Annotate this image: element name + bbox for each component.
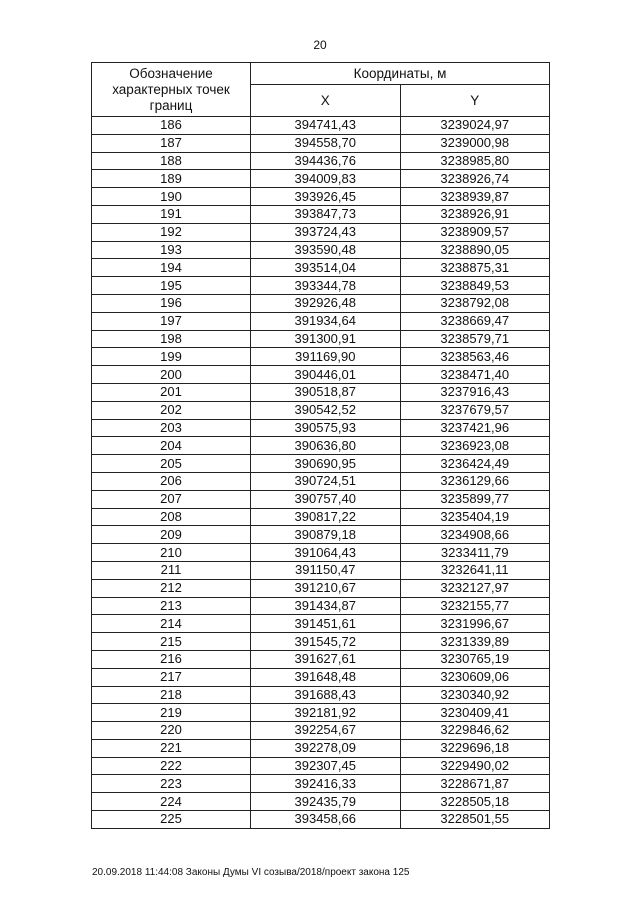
x-coordinate-cell: 390817,22: [251, 508, 401, 526]
point-number-cell: 214: [92, 615, 251, 633]
y-coordinate-cell: 3232641,11: [400, 561, 550, 579]
y-coordinate-cell: 3231996,67: [400, 615, 550, 633]
y-coordinate-cell: 3238890,05: [400, 241, 550, 259]
point-number-cell: 201: [92, 383, 251, 401]
x-coordinate-cell: 392181,92: [251, 704, 401, 722]
y-coordinate-cell: 3228671,87: [400, 775, 550, 793]
table-row: [92, 633, 550, 651]
x-coordinate-cell: 393926,45: [251, 188, 401, 206]
y-coordinate-cell: 3236923,08: [400, 437, 550, 455]
table-row: [92, 205, 550, 223]
x-coordinate-cell: 393458,66: [251, 811, 401, 829]
y-coordinate-cell: 3239000,98: [400, 134, 550, 152]
table-row: [92, 437, 550, 455]
y-coordinate-cell: 3233411,79: [400, 544, 550, 562]
table-row: [92, 757, 550, 775]
y-coordinate-cell: 3234908,66: [400, 526, 550, 544]
header-y: Y: [400, 85, 550, 117]
point-number-cell: 194: [92, 259, 251, 277]
x-coordinate-cell: 394009,83: [251, 170, 401, 188]
table-header: [92, 63, 550, 117]
x-coordinate-cell: 393724,43: [251, 223, 401, 241]
x-coordinate-cell: 393514,04: [251, 259, 401, 277]
y-coordinate-cell: 3238849,53: [400, 277, 550, 295]
x-coordinate-cell: 391627,61: [251, 650, 401, 668]
x-coordinate-cell: 394558,70: [251, 134, 401, 152]
point-number-cell: 215: [92, 633, 251, 651]
table-row: [92, 277, 550, 295]
point-number-cell: 206: [92, 472, 251, 490]
table-row: [92, 241, 550, 259]
table-row: [92, 793, 550, 811]
table-row: [92, 366, 550, 384]
table-row: [92, 811, 550, 829]
y-coordinate-cell: 3238669,47: [400, 312, 550, 330]
point-number-cell: 225: [92, 811, 251, 829]
table-row: [92, 348, 550, 366]
y-coordinate-cell: 3238563,46: [400, 348, 550, 366]
y-coordinate-cell: 3230340,92: [400, 686, 550, 704]
table-row: [92, 650, 550, 668]
y-coordinate-cell: 3232127,97: [400, 579, 550, 597]
point-number-cell: 210: [92, 544, 251, 562]
y-coordinate-cell: 3235899,77: [400, 490, 550, 508]
page-number: 20: [313, 38, 327, 52]
y-coordinate-cell: 3229846,62: [400, 722, 550, 740]
y-coordinate-cell: 3228505,18: [400, 793, 550, 811]
x-coordinate-cell: 391648,48: [251, 668, 401, 686]
x-coordinate-cell: 391434,87: [251, 597, 401, 615]
x-coordinate-cell: 393847,73: [251, 205, 401, 223]
point-number-cell: 193: [92, 241, 251, 259]
y-coordinate-cell: 3238985,80: [400, 152, 550, 170]
x-coordinate-cell: 390518,87: [251, 383, 401, 401]
point-number-cell: 191: [92, 205, 251, 223]
table-row: [92, 526, 550, 544]
x-coordinate-cell: 393590,48: [251, 241, 401, 259]
table-row: [92, 544, 550, 562]
table-row: [92, 722, 550, 740]
x-coordinate-cell: 392435,79: [251, 793, 401, 811]
point-number-cell: 203: [92, 419, 251, 437]
table-row: [92, 472, 550, 490]
point-number-cell: 218: [92, 686, 251, 704]
point-number-cell: 192: [92, 223, 251, 241]
header-coordinates: Координаты, м: [251, 63, 550, 85]
x-coordinate-cell: 391451,61: [251, 615, 401, 633]
point-number-cell: 207: [92, 490, 251, 508]
table-row: [92, 490, 550, 508]
table-row: [92, 508, 550, 526]
point-number-cell: 190: [92, 188, 251, 206]
table-row: [92, 117, 550, 135]
coordinates-table: [91, 62, 550, 829]
y-coordinate-cell: 3237916,43: [400, 383, 550, 401]
point-number-cell: 200: [92, 366, 251, 384]
point-number-cell: 187: [92, 134, 251, 152]
y-coordinate-cell: 3232155,77: [400, 597, 550, 615]
table-row: [92, 704, 550, 722]
y-coordinate-cell: 3235404,19: [400, 508, 550, 526]
x-coordinate-cell: 390446,01: [251, 366, 401, 384]
table-row: [92, 152, 550, 170]
y-coordinate-cell: 3238909,57: [400, 223, 550, 241]
table-row: [92, 170, 550, 188]
x-coordinate-cell: 392307,45: [251, 757, 401, 775]
x-coordinate-cell: 392254,67: [251, 722, 401, 740]
table-body: [92, 117, 550, 829]
table-row: [92, 312, 550, 330]
y-coordinate-cell: 3230409,41: [400, 704, 550, 722]
x-coordinate-cell: 392416,33: [251, 775, 401, 793]
x-coordinate-cell: 390879,18: [251, 526, 401, 544]
table-row: [92, 668, 550, 686]
table-row: [92, 561, 550, 579]
x-coordinate-cell: 391169,90: [251, 348, 401, 366]
y-coordinate-cell: 3230765,19: [400, 650, 550, 668]
point-number-cell: 223: [92, 775, 251, 793]
point-number-cell: 205: [92, 455, 251, 473]
point-number-cell: 211: [92, 561, 251, 579]
x-coordinate-cell: 394741,43: [251, 117, 401, 135]
y-coordinate-cell: 3236129,66: [400, 472, 550, 490]
point-number-cell: 216: [92, 650, 251, 668]
x-coordinate-cell: 390757,40: [251, 490, 401, 508]
x-coordinate-cell: 391210,67: [251, 579, 401, 597]
point-number-cell: 197: [92, 312, 251, 330]
point-number-cell: 221: [92, 739, 251, 757]
table-row: [92, 383, 550, 401]
point-number-cell: 212: [92, 579, 251, 597]
point-number-cell: 219: [92, 704, 251, 722]
table-row: [92, 597, 550, 615]
table-row: [92, 615, 550, 633]
x-coordinate-cell: 390575,93: [251, 419, 401, 437]
y-coordinate-cell: 3236424,49: [400, 455, 550, 473]
x-coordinate-cell: 390636,80: [251, 437, 401, 455]
y-coordinate-cell: 3231339,89: [400, 633, 550, 651]
point-number-cell: 202: [92, 401, 251, 419]
y-coordinate-cell: 3238939,87: [400, 188, 550, 206]
table-row: [92, 419, 550, 437]
x-coordinate-cell: 390542,52: [251, 401, 401, 419]
table-row: [92, 259, 550, 277]
table-row: [92, 775, 550, 793]
x-coordinate-cell: 391064,43: [251, 544, 401, 562]
x-coordinate-cell: 390690,95: [251, 455, 401, 473]
y-coordinate-cell: 3229490,02: [400, 757, 550, 775]
y-coordinate-cell: 3228501,55: [400, 811, 550, 829]
footer-stamp: 20.09.2018 11:44:08 Законы Думы VI созыва/2018/проект закона 125: [92, 867, 410, 878]
x-coordinate-cell: 391934,64: [251, 312, 401, 330]
point-number-cell: 188: [92, 152, 251, 170]
y-coordinate-cell: 3230609,06: [400, 668, 550, 686]
point-number-cell: 198: [92, 330, 251, 348]
table-row: [92, 739, 550, 757]
table-row: [92, 330, 550, 348]
y-coordinate-cell: 3238875,31: [400, 259, 550, 277]
x-coordinate-cell: 391300,91: [251, 330, 401, 348]
x-coordinate-cell: 390724,51: [251, 472, 401, 490]
x-coordinate-cell: 391545,72: [251, 633, 401, 651]
table-row: [92, 134, 550, 152]
y-coordinate-cell: 3239024,97: [400, 117, 550, 135]
table-row: [92, 579, 550, 597]
point-number-cell: 220: [92, 722, 251, 740]
table-row: [92, 401, 550, 419]
header-x: X: [251, 85, 401, 117]
point-number-cell: 204: [92, 437, 251, 455]
point-number-cell: 224: [92, 793, 251, 811]
point-number-cell: 189: [92, 170, 251, 188]
point-number-cell: 186: [92, 117, 251, 135]
y-coordinate-cell: 3238926,74: [400, 170, 550, 188]
point-number-cell: 222: [92, 757, 251, 775]
y-coordinate-cell: 3238792,08: [400, 294, 550, 312]
x-coordinate-cell: 393344,78: [251, 277, 401, 295]
y-coordinate-cell: 3238471,40: [400, 366, 550, 384]
y-coordinate-cell: 3229696,18: [400, 739, 550, 757]
x-coordinate-cell: 392926,48: [251, 294, 401, 312]
point-number-cell: 213: [92, 597, 251, 615]
table-row: [92, 223, 550, 241]
point-number-cell: 195: [92, 277, 251, 295]
x-coordinate-cell: 391688,43: [251, 686, 401, 704]
y-coordinate-cell: 3238579,71: [400, 330, 550, 348]
point-number-cell: 199: [92, 348, 251, 366]
point-number-cell: 208: [92, 508, 251, 526]
point-number-cell: 209: [92, 526, 251, 544]
x-coordinate-cell: 391150,47: [251, 561, 401, 579]
header-point-designation: Обозначение характерных точек границ: [92, 63, 251, 117]
table-row: [92, 686, 550, 704]
y-coordinate-cell: 3237679,57: [400, 401, 550, 419]
x-coordinate-cell: 394436,76: [251, 152, 401, 170]
table-row: [92, 455, 550, 473]
header-row-top: [92, 63, 550, 85]
table-row: [92, 294, 550, 312]
x-coordinate-cell: 392278,09: [251, 739, 401, 757]
y-coordinate-cell: 3238926,91: [400, 205, 550, 223]
y-coordinate-cell: 3237421,96: [400, 419, 550, 437]
point-number-cell: 217: [92, 668, 251, 686]
table-row: [92, 188, 550, 206]
point-number-cell: 196: [92, 294, 251, 312]
